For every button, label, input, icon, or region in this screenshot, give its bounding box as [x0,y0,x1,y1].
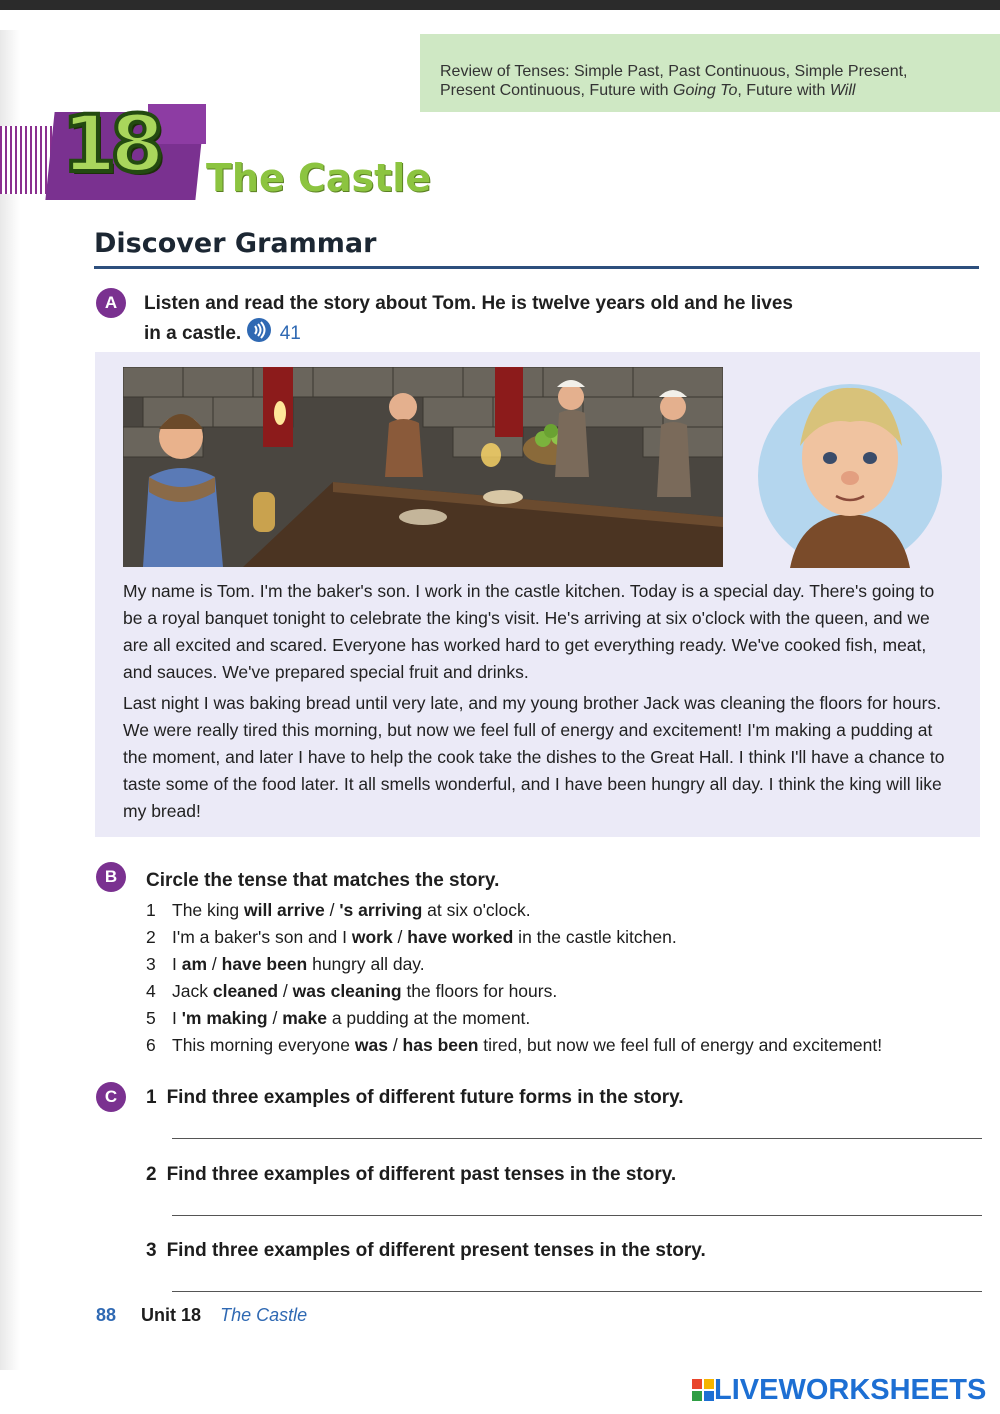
unit-number: 18 [62,100,159,190]
story-text [123,578,953,829]
answer-line-2[interactable] [172,1215,982,1216]
option-2[interactable]: have been [221,954,308,974]
exercise-b-item: 1 The king will arrive / 's arriving at six o'clock. [146,900,531,920]
unit-title: The Castle [206,156,432,200]
story-paragraph-1: My name is Tom. I'm the baker's son. I work in the castle kitchen. Today is a special day. There's going to be a royal banquet tonight to celebrate the king's visit. He's arriving at six o'clock with the queen, and we are all excited and scared. Everyone has worked hard to get everything ready. We've cooked fish, meat, and sauces. We've prepared special fruit and drinks. [123,581,935,682]
tom-portrait [750,366,950,568]
exercise-b-item: 2 I'm a baker's son and I work / have worked in the castle kitchen. [146,927,677,947]
exercise-b-item: 3 I am / have been hungry all day. [146,954,425,974]
audio-icon[interactable] [246,317,274,351]
option-1[interactable]: work [351,927,393,947]
section-divider [94,266,979,269]
option-2[interactable]: 's arriving [339,900,423,920]
answer-line-3[interactable] [172,1291,982,1292]
option-1[interactable]: am [181,954,208,974]
option-1[interactable]: cleaned [212,981,279,1001]
option-1[interactable]: was [354,1035,388,1055]
footer-unit-label: Unit 18 [141,1305,202,1325]
liveworksheets-watermark [692,1372,986,1408]
page-number: 88 [96,1305,117,1325]
option-1[interactable]: will arrive [243,900,325,920]
exercise-b-items [146,897,966,1059]
exercise-c-task-1: 1 Find three examples of different future forms in the story. [146,1087,684,1108]
story-paragraph-2: Last night I was baking bread until very late, and my young brother Jack was cleaning the floors for hours. We were really tired this morning, but now we feel full of energy and excitement! I'm making a pudding at the moment, and later I have to help the cook take the dishes to the Great Hall. I think I'll have a chance to taste some of the food later. It all smells wonderful, and I have been hungry all day. I think the king will like my bread! [123,693,945,821]
exercise-b-item: 5 I 'm making / make a pudding at the moment. [146,1008,531,1028]
maid-figure-2 [657,390,691,497]
option-2[interactable]: have worked [407,927,514,947]
exercise-c-badge: C [96,1082,126,1112]
footer-unit-title: The Castle [220,1305,308,1325]
castle-kitchen-illustration [123,367,723,567]
exercise-a-instruction: Listen and read the story about Tom. He is twelve years old and he lives in a castle. 41 [144,290,964,351]
option-2[interactable]: make [282,1008,327,1028]
scan-page-edge [0,30,20,1370]
page-footer [96,1305,307,1326]
exercise-c-task-2: 2 Find three examples of different past tenses in the story. [146,1164,677,1185]
exercise-a-badge: A [96,288,126,318]
exercise-c-task-3: 3 Find three examples of different present tenses in the story. [146,1240,706,1261]
exercise-b-item: 6 This morning everyone was / has been tired, but now we feel full of energy and excitement! [146,1035,883,1055]
watermark-text: LIVEWORKSHEETS [714,1373,987,1406]
liveworksheets-logo-icon [692,1379,714,1401]
answer-line-1[interactable] [172,1138,982,1139]
option-2[interactable]: has been [402,1035,479,1055]
exercise-b-badge: B [96,862,126,892]
option-1[interactable]: 'm making [181,1008,268,1028]
scan-top-bar [0,0,1000,10]
exercise-b-instruction: Circle the tense that matches the story. [146,870,500,891]
exercise-b-item: 4 Jack cleaned / was cleaning the floors for hours. [146,981,558,1001]
review-tenses-text: Review of Tenses: Simple Past, Past Continuous, Simple Present, Present Continuous, Future with Going To, Future with Will [440,63,908,99]
option-2[interactable]: was cleaning [292,981,402,1001]
audio-track-number: 41 [279,323,301,345]
section-title: Discover Grammar [94,228,377,259]
